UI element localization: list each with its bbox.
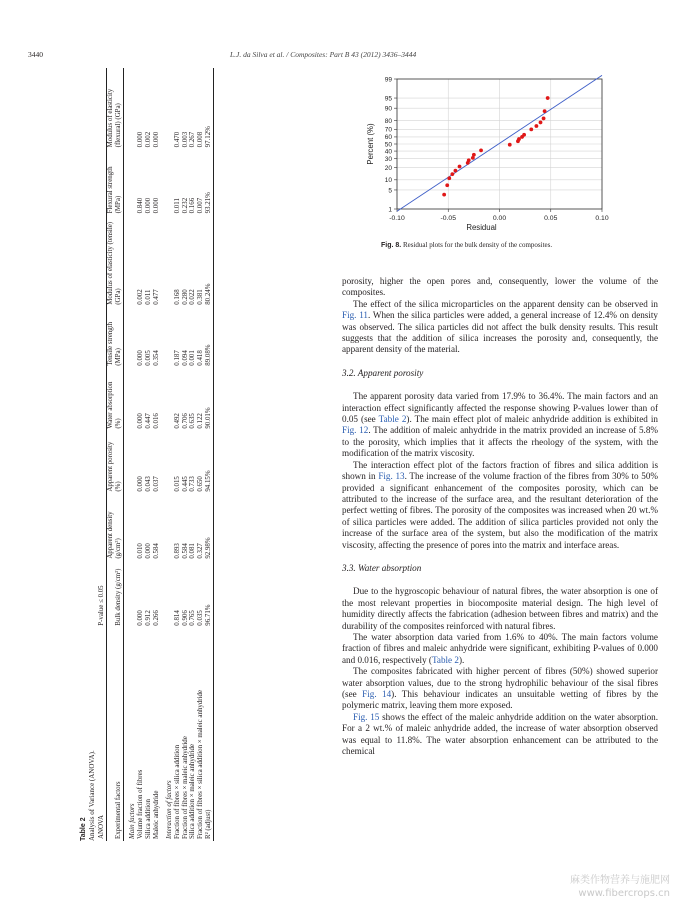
section-heading: 3.3. Water absorption (342, 562, 422, 573)
cell: 0.893 (173, 543, 181, 559)
cell: 0.011 (173, 198, 181, 214)
y-tick-label: 95 (384, 95, 392, 103)
text: . The addition of maleic anhydride in the matrix provided an increase of 5.8% to the porosity, which implies that it affects the rheology of the system, with the modification of the matrix viscosity. (342, 425, 658, 459)
cell: 0.280 (181, 289, 189, 305)
cell: 0.043 (144, 476, 152, 492)
figure-link[interactable]: Fig. 15 (353, 711, 380, 722)
cell: 0.003 (181, 131, 189, 148)
cell: 0.733 (189, 476, 197, 492)
table-row (197, 68, 205, 841)
page-number: 3440 (28, 50, 43, 59)
table-link[interactable]: Table 2 (378, 414, 407, 425)
paragraph (342, 666, 658, 712)
cell: 0.005 (144, 350, 152, 366)
data-point (442, 193, 446, 197)
table-header-row-1 (98, 68, 106, 841)
data-point (529, 127, 533, 131)
data-point (445, 183, 449, 187)
text: The apparent porosity data varied from 17.9% to 36.4%. The main factors and an interaction effect significantly affected the response showing P-values lower than of 0.05 (see (342, 391, 658, 425)
y-tick-label: 20 (384, 164, 392, 172)
col-apparent-porosity: Apparent porosity (%) (107, 431, 124, 494)
cell: 80.24% (205, 215, 213, 306)
table-subhead-main (123, 68, 136, 841)
cell: 0.266 (152, 610, 160, 626)
data-point (450, 172, 454, 176)
text: The interaction effect plot of the factors fraction of fibres and silica addition is shown in (342, 459, 658, 482)
cell: 0.267 (189, 131, 197, 148)
cell: 0.008 (197, 131, 205, 148)
watermark-line-1: 麻类作物营养与施肥网 (570, 875, 670, 886)
data-point (508, 143, 512, 147)
cell: 0.011 (144, 289, 152, 305)
cell: 0.000 (152, 131, 160, 148)
cell: 0.000 (136, 476, 144, 492)
interaction-heading: Interaction of factors (165, 780, 173, 839)
cell: 93.21% (205, 149, 213, 215)
data-point (522, 133, 526, 137)
cell: 0.000 (136, 350, 144, 366)
paragraph (342, 460, 658, 551)
figure-caption-text: Residual plots for the bulk density of the composites. (402, 241, 553, 249)
section-heading: 3.2. Apparent porosity (342, 367, 424, 378)
data-point (458, 165, 462, 169)
anova-table-rotated (79, 68, 214, 841)
cell: 0.007 (197, 197, 205, 214)
cell: 0.584 (181, 543, 189, 559)
cell: 0.470 (173, 131, 181, 148)
cell: 0.814 (173, 610, 181, 626)
x-tick-label: 0.00 (492, 215, 507, 222)
cell: 0.327 (197, 543, 205, 559)
x-tick-label: -0.10 (389, 215, 405, 222)
col-modulus-tensile: Modulus of elasticity (tensile) (GPa) (107, 215, 124, 306)
cell: 0.016 (152, 413, 160, 429)
cell: 0.000 (136, 131, 144, 148)
cell: 0.002 (136, 289, 144, 305)
figure-link[interactable]: Fig. 14 (362, 689, 392, 699)
y-tick-label: 80 (384, 117, 392, 125)
cell: 0.584 (152, 543, 160, 559)
cell: 0.000 (144, 543, 152, 559)
text: The composites fabricated with higher percent of fibres (50%) showed superior water absorption values, due to the strong hydrophilic behaviour of the sisal fibres (see (342, 666, 658, 699)
paragraph (342, 391, 658, 459)
cell: 0.010 (136, 543, 144, 559)
y-tick-label: 90 (384, 105, 392, 113)
col-modulus-flexural: Modulus of elasticity (flexural) (GPa) (107, 68, 124, 149)
col-bulk-density: Bulk density (g/cm³) (107, 561, 124, 628)
cell: 0.000 (144, 197, 152, 214)
table-link[interactable]: Table 2 (431, 654, 459, 665)
figure-link[interactable]: Fig. 11 (342, 310, 368, 321)
anova-table (98, 68, 214, 841)
cell: 0.166 (189, 197, 197, 214)
cell: 0.354 (152, 350, 160, 366)
watermark-line-2: www.fibercrops.cn (578, 888, 670, 899)
factors-col-head: Experimental factors (107, 628, 124, 841)
cell: 0.035 (197, 610, 205, 626)
data-point (517, 137, 521, 141)
cell: 0.000 (152, 197, 160, 214)
cell: 0.706 (181, 413, 189, 429)
cell: 0.492 (173, 413, 181, 429)
y-tick-label: 10 (384, 177, 392, 185)
cell: 0.840 (136, 197, 144, 214)
row-label: Silica addition (144, 799, 152, 839)
col-tensile-strength: Tensile strength (MPa) (107, 307, 124, 368)
data-point (539, 121, 543, 125)
cell: 0.015 (173, 476, 181, 492)
row-label: Fraction of fibres × maleic anhydride (181, 736, 189, 839)
cell: 0.168 (173, 289, 181, 305)
cell: 94.15% (205, 431, 213, 494)
text: ). This behaviour indicates an unsuitable wetting of fibres by the polymeric matrix, leaving them more exposed. (342, 689, 658, 711)
table-row-r2 (205, 68, 213, 841)
row-label: Maleic anhydride (152, 790, 160, 839)
cell: 0.906 (181, 610, 189, 626)
text: The water absorption data varied from 1.6% to 40%. The main factors volume fraction of fibres and maleic anhydride were significant, exhibiting P-values of 0.000 and 0.016, respectively ( (342, 631, 658, 665)
table-caption (79, 68, 96, 841)
y-tick-label: 5 (388, 187, 392, 195)
cell: 0.445 (181, 476, 189, 492)
cell: 0.477 (152, 289, 160, 305)
row-label: Fraction of fibres × silica addition (173, 744, 181, 839)
residual-probability-plot (355, 75, 620, 235)
figure-link[interactable]: Fig. 13 (378, 471, 405, 482)
text: ). (458, 654, 465, 665)
row-label: Silica addition × maleic anhydride (189, 744, 197, 839)
cell: 0.765 (189, 610, 197, 626)
row-label: Fraction of fibres × silica addition × maleic anhydride (197, 690, 205, 839)
watermark (570, 874, 670, 900)
cell: 0.122 (197, 413, 205, 429)
data-point (467, 158, 471, 162)
text: . When the silica particles were added, a general increase of 12.4% on density was observed. The silica particles did not affect the bulk density results. This result suggests that the addition of silica increases the porosity and, consequently, the apparent density of the material. (342, 310, 658, 355)
cell: 89.08% (205, 307, 213, 368)
x-axis-label: Residual (466, 223, 497, 232)
paragraph (342, 712, 658, 758)
y-tick-label: 30 (384, 155, 392, 163)
data-point (535, 124, 539, 128)
y-tick-label: 60 (384, 134, 392, 142)
col-water-absorption: Water absorption (%) (107, 368, 124, 431)
cell: 92.98% (205, 494, 213, 561)
text: shows the effect of the maleic anhydride addition on the water absorption. For a 2 wt.% of maleic anhydride added, the increase of water absorption observed was equal to 11.8%. The water absorption enhancement can be attributed to the chemical (342, 711, 658, 757)
row-label: Volume fraction of fibres (136, 769, 144, 839)
cell: 0.187 (173, 350, 181, 366)
body-text-column (342, 276, 658, 757)
y-tick-label: 70 (384, 126, 392, 134)
x-tick-label: 0.10 (595, 215, 609, 222)
data-point (543, 109, 547, 113)
table-label: Table 2 (80, 817, 87, 841)
cell: 90.01% (205, 368, 213, 431)
col-flexural-strength: Flexural strength (MPa) (107, 149, 124, 215)
y-axis-label: Percent (%) (366, 123, 375, 165)
text: The effect of the silica microparticles on the apparent density can be observed in (353, 298, 658, 309)
cell: 0.381 (197, 289, 205, 305)
cell: 0.002 (144, 131, 152, 148)
cell: 0.912 (144, 610, 152, 626)
table-caption-text: Analysis of Variance (ANOVA). (88, 750, 97, 841)
pvalue-head: P-value ≤ 0.05 (98, 68, 106, 628)
cell: 96.71% (205, 561, 213, 628)
cell: 0.447 (144, 413, 152, 429)
figure-caption (381, 241, 552, 249)
paragraph: Due to the hygroscopic behaviour of natural fibres, the water absorption is one of the most relevant properties in biocomposite material design. The high level of humidity directly affects the fabrication (adhesion between fibres and matrix) and the durability of the composites reinforced with natural fibres. (342, 586, 658, 631)
data-point (472, 153, 476, 157)
y-tick-label: 50 (384, 141, 392, 149)
table-row (189, 68, 197, 841)
cell: 0.232 (181, 197, 189, 214)
table-row (153, 68, 161, 841)
cell: 0.000 (136, 413, 144, 429)
table-row (137, 68, 145, 841)
data-point (454, 169, 458, 173)
x-tick-label: -0.05 (440, 215, 456, 222)
cell: 0.081 (189, 543, 197, 559)
paragraph (342, 299, 658, 356)
col-apparent-density: Apparent density (g/cm³) (107, 494, 124, 561)
cell: 0.000 (136, 610, 144, 626)
row-label: R² (adjust) (205, 628, 213, 841)
table-row (182, 68, 190, 841)
data-point (447, 176, 451, 180)
data-point (546, 96, 550, 100)
cell: 0.635 (189, 413, 197, 429)
y-tick-label: 99 (384, 76, 392, 84)
figure-label: Fig. 8. (381, 242, 402, 249)
data-point (479, 148, 483, 152)
text: ). The main effect plot of maleic anhydride addition is exhibited in (406, 414, 658, 425)
main-factors-heading: Main factors (128, 803, 136, 839)
x-tick-label: 0.05 (544, 215, 558, 222)
data-point (542, 117, 546, 121)
table-row (145, 68, 153, 841)
cell: 0.001 (189, 350, 197, 366)
y-tick-label: 1 (388, 206, 392, 214)
text: . The increase of the volume fraction of the fibres from 30% to 50% provided a significant enhancement of the composites porosity, which can be attributed to the increase of the surface area, and the resultant deterioration of the perfect wetting of fibres. The porosity of the composites was increased when 20 wt.% of silica particles were added. The addition of silica particles provided not only the increase of the surface area of the system, but also the modification of the matrix viscosity, affecting the presence of pores into the matrix and interface areas. (342, 471, 658, 550)
table-subhead-interaction (161, 68, 174, 841)
anova-col-head: ANOVA (98, 628, 106, 841)
paragraph: porosity, higher the open pores and, consequently, lower the volume of the composites. (342, 276, 658, 298)
paragraph (342, 632, 658, 666)
table-row (174, 68, 182, 841)
running-head: L.J. da Silva et al. / Composites: Part B 43 (2012) 3436–3444 (230, 50, 417, 59)
cell: 0.650 (197, 476, 205, 492)
cell: 0.418 (197, 350, 205, 366)
cell: 0.022 (189, 289, 197, 305)
cell: 0.037 (152, 476, 160, 492)
figure-link[interactable]: Fig. 12 (342, 425, 369, 436)
cell: 0.094 (181, 350, 189, 366)
y-tick-label: 40 (384, 148, 392, 156)
table-header-row-2 (107, 68, 124, 841)
cell: 97.12% (205, 68, 213, 149)
